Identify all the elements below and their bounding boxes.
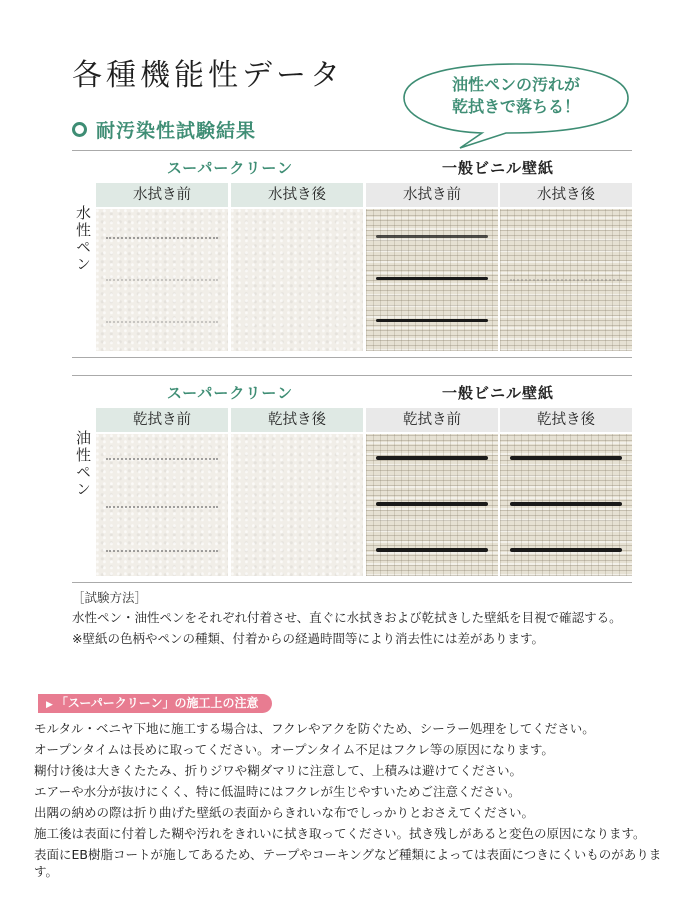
col-super-before	[96, 408, 228, 576]
col-head: 乾拭き前	[366, 408, 498, 432]
brand-header	[72, 150, 632, 183]
col-vinyl-after	[500, 183, 632, 351]
oil-pen-test-block	[72, 375, 632, 583]
col-super-after	[231, 183, 363, 351]
col-head: 水拭き前	[96, 183, 228, 207]
swatch-super-clean-after	[231, 434, 363, 576]
bubble-line-2: 乾拭きで落ちる！	[451, 97, 580, 116]
swatch-vinyl-after	[500, 434, 632, 576]
col-head: 水拭き後	[231, 183, 363, 207]
page-title: 各種機能性データ	[72, 58, 344, 93]
col-head: 水拭き後	[500, 183, 632, 207]
test-row	[72, 408, 632, 583]
swatch-vinyl-before	[366, 434, 498, 576]
bubble-line-1: 油性ペンの汚れが	[451, 75, 580, 94]
col-head: 乾拭き後	[500, 408, 632, 432]
caution-item: 表面にEB樹脂コートが施してあるため、テープやコーキングなど種類によっては表面につきにくいものがあります。	[34, 847, 662, 879]
triangle-right-icon: ▶	[46, 700, 53, 710]
bubble-text	[402, 74, 630, 118]
row-label-oil-pen: 油性ペン	[74, 430, 92, 498]
caution-item: 施工後は表面に付着した糊や汚れをきれいに拭き取ってください。拭き残しがあると変色の原因になります。	[34, 826, 646, 841]
swatch-super-clean-before	[96, 434, 228, 576]
caution-list	[34, 718, 684, 880]
caution-item: エアーや水分が抜けにくく、特に低温時にはフクレが生じやすいためご注意ください。	[34, 784, 521, 799]
caution-title: 「スーパークリーン」の施工上の注意	[55, 696, 259, 710]
col-head: 乾拭き前	[96, 408, 228, 432]
test-method-label: ［試験方法］	[72, 590, 148, 605]
section-title-text: 耐汚染性試験結果	[96, 120, 257, 142]
col-head: 乾拭き後	[231, 408, 363, 432]
speech-bubble	[402, 60, 630, 132]
col-vinyl-before	[366, 408, 498, 576]
caution-item: 糊付け後は大きくたたみ、折りジワや糊ダマリに注意して、上積みは避けてください。	[34, 763, 523, 778]
swatch-vinyl-before	[366, 209, 498, 351]
caution-item: モルタル・ベニヤ下地に施工する場合は、フクレやアクを防ぐため、シーラー処理をしてください。	[34, 721, 595, 736]
caution-badge	[38, 694, 272, 713]
caution-item: 出隅の納めの際は折り曲げた壁紙の表面からきれいな布でしっかりとおさえてください。	[34, 805, 535, 820]
test-method-note: ※壁紙の色柄やペンの種類、付着からの経過時間等により消去性には差があります。	[72, 631, 544, 646]
col-super-before	[96, 183, 228, 351]
col-vinyl-after	[500, 408, 632, 576]
water-pen-test-block	[72, 150, 632, 358]
swatch-super-clean-after	[231, 209, 363, 351]
brand-vinyl: 一般ビニル壁紙	[441, 384, 554, 402]
brand-header	[72, 375, 632, 408]
brand-super-clean: スーパークリーン	[166, 159, 294, 177]
brand-super-clean: スーパークリーン	[166, 384, 294, 402]
brand-vinyl: 一般ビニル壁紙	[441, 159, 554, 177]
section-title	[72, 116, 256, 143]
caution-item: オープンタイムは長めに取ってください。オープンタイム不足はフクレ等の原因になります。	[34, 742, 554, 757]
ring-bullet-icon	[72, 122, 87, 137]
col-head: 水拭き前	[366, 183, 498, 207]
col-super-after	[231, 408, 363, 576]
col-vinyl-before	[366, 183, 498, 351]
test-method-text: 水性ペン・油性ペンをそれぞれ付着させ、直ぐに水拭きおよび乾拭きした壁紙を目視で確認する。	[72, 610, 622, 625]
row-label-water-pen: 水性ペン	[74, 205, 92, 273]
swatch-super-clean-before	[96, 209, 228, 351]
swatch-vinyl-after	[500, 209, 632, 351]
test-row	[72, 183, 632, 358]
